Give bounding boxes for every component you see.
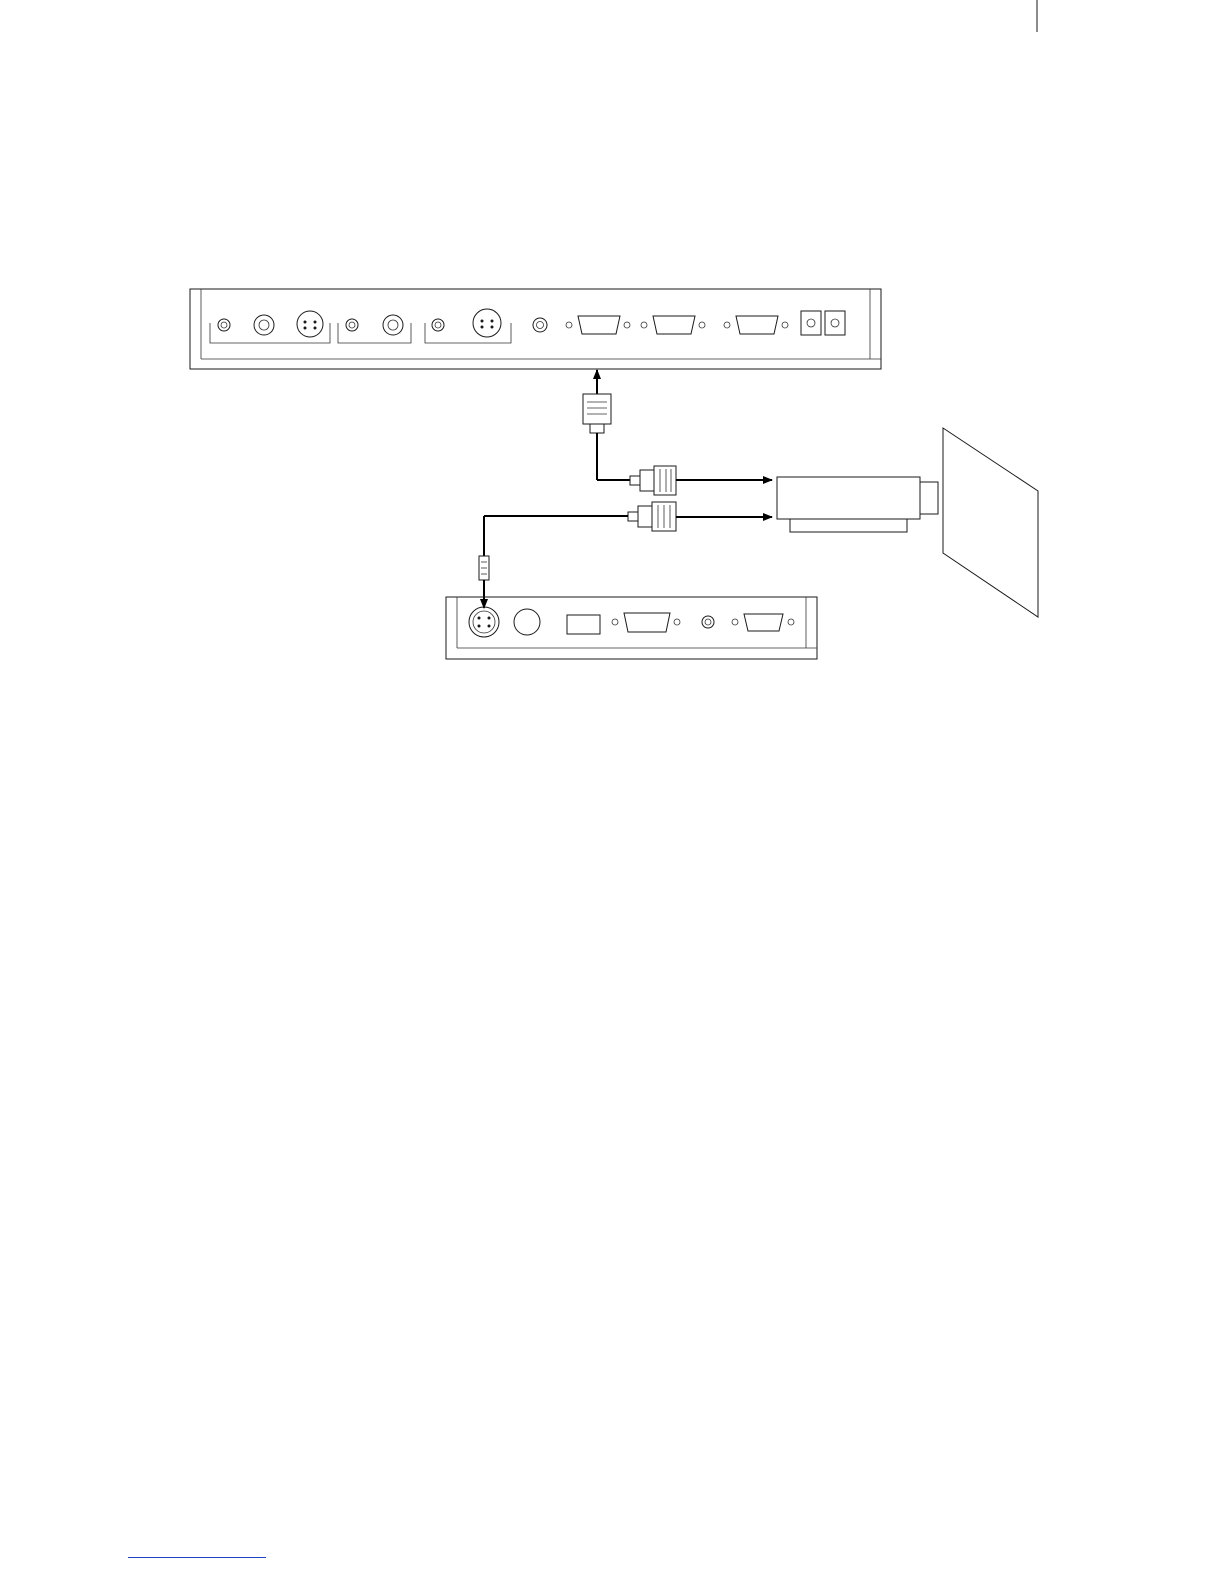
screw-hole [788, 619, 794, 625]
display-rear-panel [190, 289, 881, 369]
svideo-out-port [469, 607, 499, 637]
projector-lens [920, 482, 938, 514]
screw-hole [699, 322, 705, 328]
power-socket [801, 311, 821, 335]
vga-port [624, 613, 670, 632]
screw-hole [566, 322, 572, 328]
projector-body [777, 477, 920, 519]
vga-port-3 [736, 316, 778, 334]
vga-plug-housing [583, 394, 611, 424]
rectangular-port [567, 615, 600, 634]
audio-jack [346, 319, 358, 331]
power-switch [825, 311, 845, 335]
round-connector [514, 609, 540, 635]
screw-hole [782, 322, 788, 328]
screw-hole [641, 322, 647, 328]
audio-jack [432, 319, 444, 331]
screw-hole [612, 619, 618, 625]
vga-port-1 [578, 316, 620, 334]
bnc-connector [254, 315, 274, 335]
projector [777, 477, 938, 532]
vga-port-2 [653, 316, 695, 334]
projector-base [790, 519, 907, 532]
footnote-rule [128, 1557, 266, 1558]
serial-port [744, 614, 783, 631]
bnc-connector [383, 315, 403, 335]
svideo-cable [479, 516, 628, 608]
s-video-port [297, 311, 323, 337]
input-group-3 [425, 323, 511, 343]
projection-screen [943, 428, 1038, 617]
vga-cable-display [583, 370, 630, 480]
vga-connector-lower [628, 502, 772, 531]
screw-hole [674, 619, 680, 625]
s-video-port [473, 309, 501, 337]
screw-hole [624, 322, 630, 328]
audio-jack [533, 318, 547, 332]
source-device-rear-panel [446, 597, 817, 659]
vga-connector-upper [630, 466, 772, 495]
audio-jack [702, 616, 714, 628]
screw-hole [732, 619, 738, 625]
screen-surface [943, 428, 1038, 617]
audio-jack [218, 319, 230, 331]
screw-hole [724, 322, 730, 328]
